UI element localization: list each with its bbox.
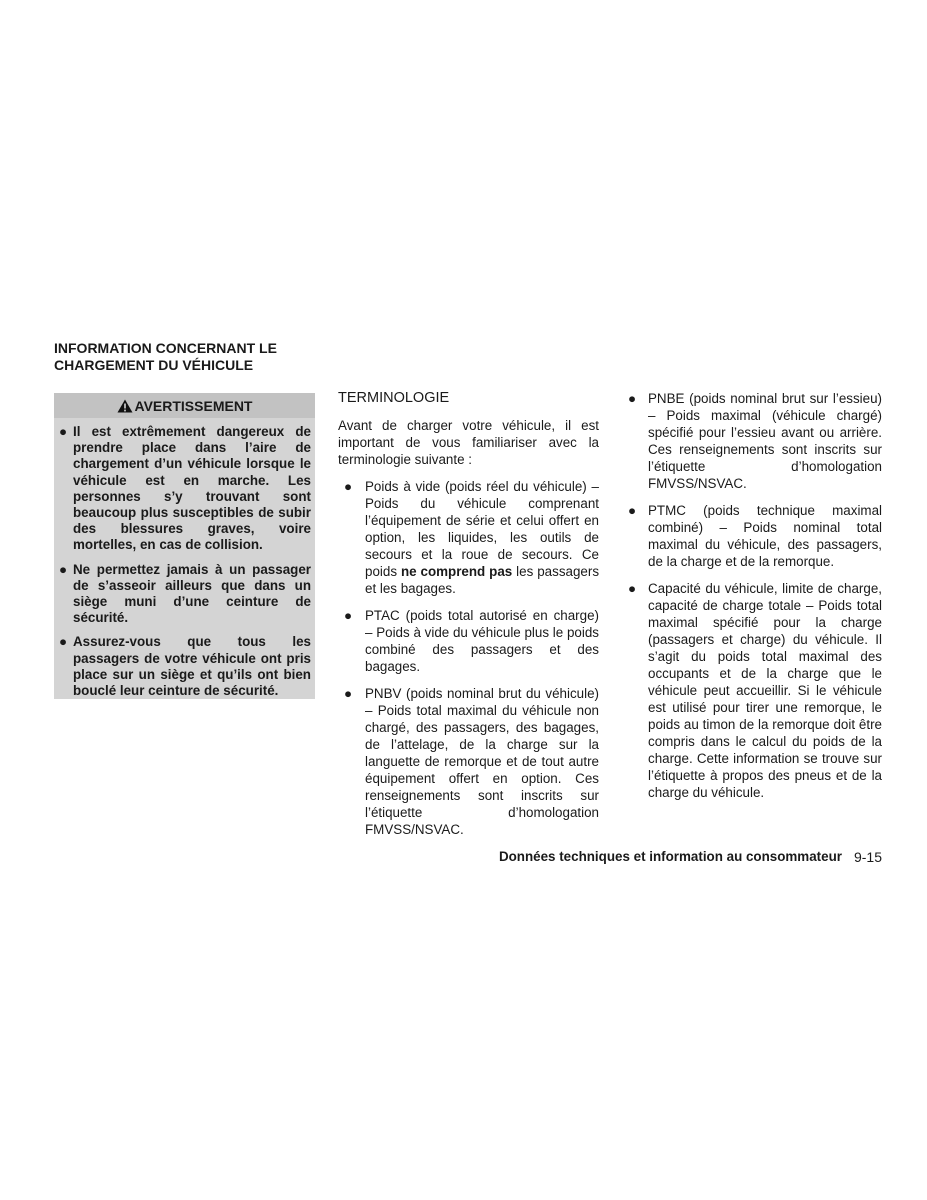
warning-list [54,418,315,699]
poids-vide-text-after: les passagers et les bagages. [365,564,600,596]
warning-triangle-icon [117,399,133,413]
terminology-intro: Avant de charger votre véhicule, il est important de vous familiariser avec la terminologie suivante : [338,418,599,467]
bullet-icon: ● [344,686,353,701]
warning-item-text: Il est extrêmement dangereux de prendre place dans l’aire de chargement d’un véhicule lorsque le véhicule est en marche. Les personnes s’y trouvant sont beaucoup plus susceptibles de subir des blessures graves, voire mortelles, en cas de collision. [73,424,311,553]
section-title [54,340,324,374]
list-item [338,478,599,597]
poids-vide-text-before: Poids à vide (poids réel du véhicule) – Poids du véhicule comprenant l’équipement de série et celui offert en option, les liquides, les outils de secours et la roue de secours. Ce poids [365,479,599,579]
warning-item-text: Ne permettez jamais à un passager de s’asseoir ailleurs que dans un siège muni d’une ceinture de sécurité. [73,561,311,626]
bullet-icon: ● [628,503,637,518]
bullet-icon: ● [344,608,353,623]
bullet-icon: ● [59,634,68,650]
terminology-column-1 [338,390,599,848]
bullet-icon: ● [628,581,637,596]
poids-vide-text-bold: ne comprend pas [400,564,513,579]
list-item-text: PTAC (poids total autorisé en charge) – Poids à vide du véhicule plus le poids combiné des passagers et des bagages. [365,608,599,674]
terminology-list [628,390,882,801]
section-title-line2: CHARGEMENT DU VÉHICULE [54,357,254,373]
list-item [338,607,599,675]
footer-chapter: Données techniques et information au consommateur [498,849,842,864]
bullet-icon: ● [59,561,68,577]
warning-item [58,634,311,699]
list-item [628,580,882,801]
bullet-icon: ● [344,479,353,494]
list-item-text: PTMC (poids technique maximal combiné) – Poids nominal total maximal du véhicule, des passagers, de la charge et de la remorque. [648,503,882,569]
warning-item-text: Assurez-vous que tous les passagers de votre véhicule ont pris place sur un siège et qu’ils ont bien bouclé leur ceinture de sécurité. [73,634,311,699]
warning-item [58,424,311,554]
list-item-text: PNBE (poids nominal brut sur l’essieu) – Poids maximal (véhicule chargé) spécifié pour l’essieu avant ou arrière. Ces renseignements sont inscrits sur l’étiquette d’homologation FMVSS/NSVAC. [648,391,882,491]
bullet-icon: ● [628,391,637,406]
list-item [628,502,882,570]
terminology-heading: TERMINOLOGIE [338,390,450,406]
page-number: 9-15 [853,849,882,865]
terminology-column-2 [628,390,882,811]
warning-box [54,393,315,699]
section-title-line1: INFORMATION CONCERNANT LE [54,340,277,356]
bullet-icon: ● [59,424,68,439]
warning-item [58,562,311,627]
warning-title: AVERTISSEMENT [134,397,253,414]
list-item [628,390,882,492]
list-item-text: PNBV (poids nominal brut du véhicule) – Poids total maximal du véhicule non chargé, des passagers, des bagages, de l’attelage, de la charge sur la languette de remorque et de tout autre équipement offert en option. Ces renseignements sont inscrits sur l’étiquette d’homologation FMVSS/NSVAC. [365,686,599,837]
warning-header [54,393,315,418]
list-item [338,685,599,838]
terminology-list [338,478,599,838]
list-item-text: Capacité du véhicule, limite de charge, capacité de charge totale – Poids total maximal spécifié pour la charge (passagers et charge) du véhicule. Il s’agit du poids total maximal des occupants et de la charge que le véhicule peut accueillir. Si le véhicule est utilisé pour tirer une remorque, le poids au timon de la remorque doit être compris dans le calcul du poids de la charge. Cette information se trouve sur l’étiquette à propos des pneus et de la charge du véhicule. [648,581,882,800]
page-footer [499,849,882,865]
